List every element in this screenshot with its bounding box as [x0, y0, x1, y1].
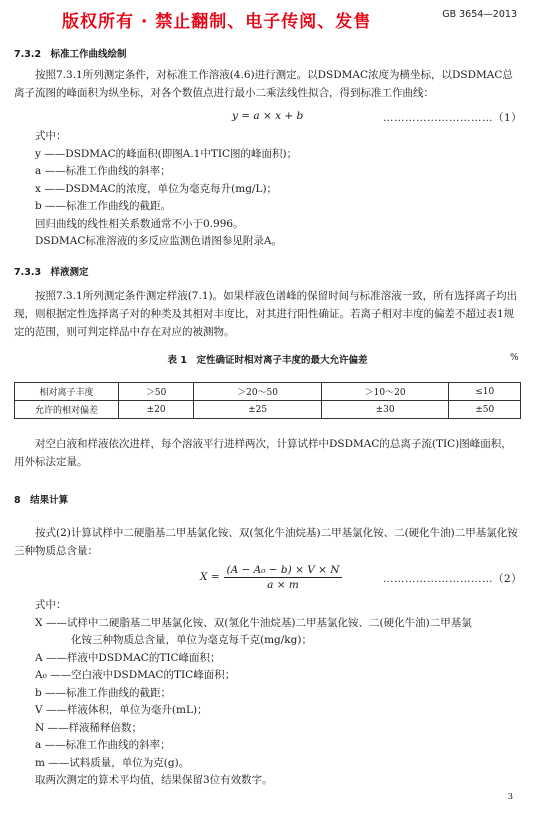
- equation-2: [0, 563, 535, 593]
- paragraph-7-3-3: 按照7.3.1所列测定条件测定样液(7.1)。如果样液色谱峰的保留时间与标准溶液一致，所有选择离子均出现，则根据定性选择离子对的种类及其相对丰度比，对其进行阳性确证。若离子相对丰度的偏差不超过表1规定的范围，则可判定样品中存在对应的被测物。: [14, 290, 518, 338]
- deviation-table: [14, 382, 521, 419]
- definition-y: y ——DSDMAC的峰面积(即图A.1中TIC图的峰面积)；: [35, 147, 298, 160]
- table-cell: ＞20～50: [194, 383, 322, 401]
- definition-A: A ——样液中DSDMAC的TIC峰面积；: [35, 651, 221, 664]
- definition-x: x ——DSDMAC的浓度，单位为毫克每升(mg/L)；: [35, 182, 278, 195]
- equation-1-formula: y = a × x + b: [232, 110, 304, 122]
- page-number: 3: [507, 792, 513, 802]
- definition-X: X ——试样中二硬脂基二甲基氯化铵、双(氢化牛油烷基)二甲基氯化铵、二(硬化牛油)二甲基氯: [35, 616, 472, 629]
- definition-m: m ——试料质量，单位为克(g)。: [35, 756, 190, 769]
- where-label-1: 式中：: [35, 130, 67, 142]
- paragraph-7-3-2: 按照7.3.1所列测定条件，对标准工作溶液(4.6)进行测定。以DSDMAC浓度为横坐标，以DSDMAC总离子流图的峰面积为纵坐标，对各个数值点进行最小二乘法线性拟合，得到标准工作曲线：: [14, 69, 513, 99]
- table-row: [15, 383, 521, 401]
- equation-2-lhs: X =: [200, 571, 220, 583]
- paragraph-8: 按式(2)计算试样中二硬脂基二甲基氯化铵、双(氢化牛油烷基)二甲基氯化铵、二(硬化牛油)二甲基氯化铵三种物质总含量：: [14, 527, 518, 557]
- paragraph-quantification: 对空白液和样液依次进样，每个溶液平行进样两次，计算试样中DSDMAC的总离子流(TIC)图峰面积，用外标法定量。: [14, 438, 512, 468]
- section-heading-8: 8 结果计算: [14, 495, 69, 506]
- table-unit: %: [510, 353, 519, 363]
- table-cell: ±25: [194, 401, 322, 419]
- definition-a: a ——标准工作曲线的斜率；: [35, 165, 171, 177]
- table-cell: ≤10: [449, 383, 521, 401]
- copyright-watermark: 版权所有 · 禁止翻制、电子传阅、发售: [62, 12, 372, 32]
- table-cell: ＞10～20: [321, 383, 449, 401]
- equation-2-denominator: a × m: [267, 579, 299, 591]
- section-heading-7-3-3: 7.3.3 样液测定: [14, 267, 89, 278]
- note-correlation: 回归曲线的线性相关系数通常不小于0.996。: [35, 217, 244, 230]
- section-heading-7-3-2: 7.3.2 标准工作曲线绘制: [14, 49, 127, 60]
- definition-X-cont: 化铵三种物质总含量，单位为毫克每千克(mg/kg)；: [71, 634, 312, 646]
- definition-b: b ——标准工作曲线的截距。: [35, 200, 172, 212]
- table-caption: 表 1 定性确证时相对离子丰度的最大允许偏差: [167, 355, 368, 366]
- table-cell: 相对离子丰度: [15, 383, 119, 401]
- equation-2-number: …………………………（2）: [383, 573, 523, 585]
- standard-code: GB 3654—2013: [442, 9, 517, 20]
- definition-N: N ——样液稀释倍数；: [35, 721, 143, 734]
- equation-2-numerator: (A − A₀ − b) × V × N: [224, 563, 342, 578]
- definition-a2: a ——标准工作曲线的斜率；: [35, 739, 171, 751]
- table-row: [15, 401, 521, 419]
- table-cell: ±20: [119, 401, 194, 419]
- table-cell: ＞50: [119, 383, 194, 401]
- equation-1-number: …………………………（1）: [383, 112, 523, 124]
- final-note: 取两次测定的算术平均值，结果保留3位有效数字。: [35, 774, 273, 786]
- table-cell: ±30: [321, 401, 449, 419]
- table-cell: 允许的相对偏差: [15, 401, 119, 419]
- definition-A0: A₀ ——空白液中DSDMAC的TIC峰面积；: [35, 669, 236, 681]
- definition-b2: b ——标准工作曲线的截距；: [35, 686, 172, 699]
- definition-V: V ——样液体积，单位为毫升(mL)；: [35, 704, 208, 716]
- equation-1: [0, 110, 535, 127]
- table-cell: ±50: [449, 401, 521, 419]
- where-label-2: 式中：: [35, 599, 67, 611]
- note-appendix: DSDMAC标准溶液的多反应监测色谱图参见附录A。: [35, 235, 282, 247]
